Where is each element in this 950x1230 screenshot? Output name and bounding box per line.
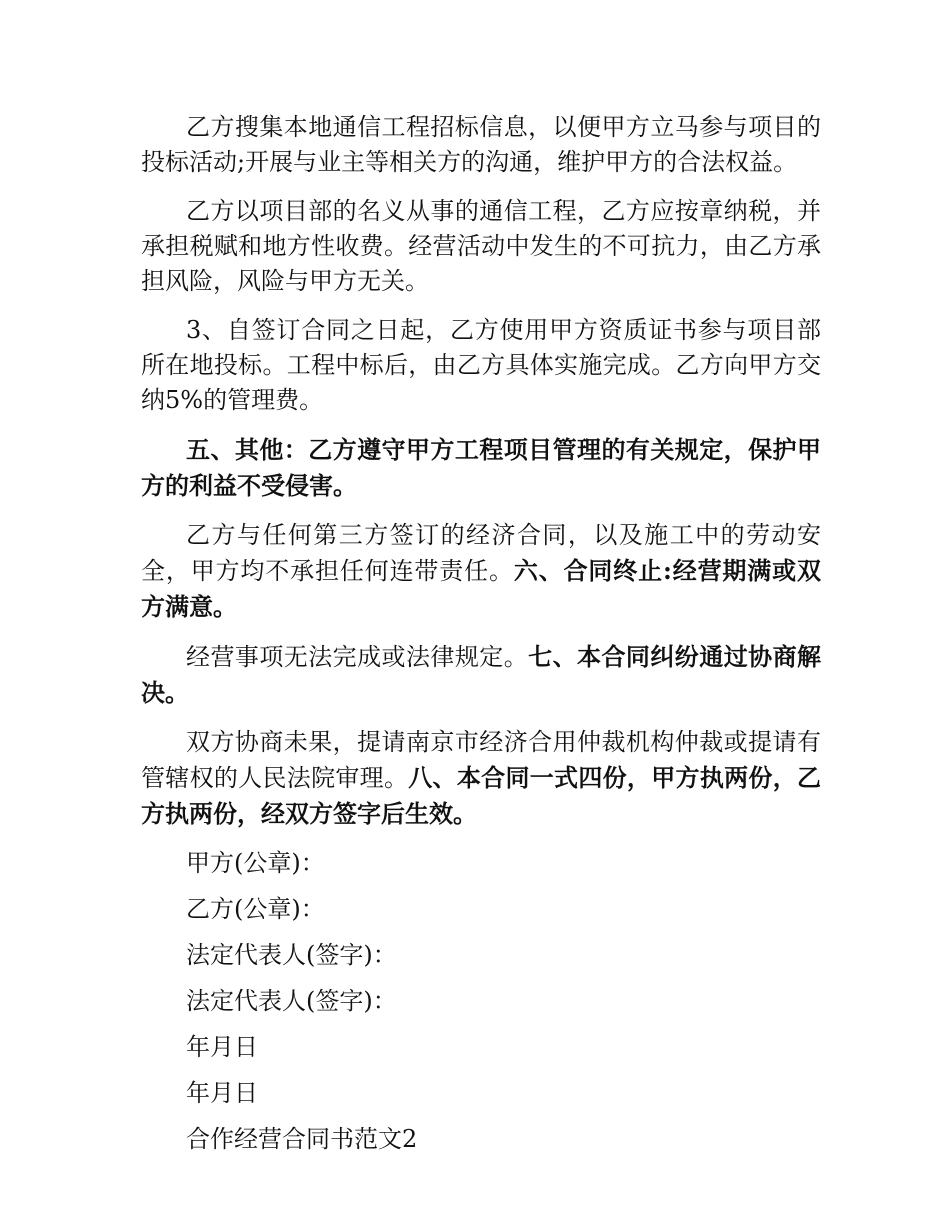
paragraph-arbitration-copies xyxy=(141,725,821,832)
signature-legal-rep-b: 法定代表人(签字)： xyxy=(186,987,397,1015)
paragraph-text: 双方协商未果，提请南京市经济合用仲裁机构仲裁或提请有管辖权的人民法院审理。 xyxy=(141,728,821,792)
paragraph-text: 3、自签订合同之日起，乙方使用甲方资质证书参与项目部所在地投标。工程中标后，由乙方具体实施完成。乙方向甲方交纳5%的管理费。 xyxy=(141,316,821,414)
signature-legal-rep-a: 法定代表人(签字)： xyxy=(186,941,397,969)
signature-party-b-seal: 乙方(公章)： xyxy=(186,895,325,923)
signature-date-b: 年月日 xyxy=(186,1079,258,1107)
paragraph-text: 乙方搜集本地通信工程招标信息，以便甲方立马参与项目的投标活动;开展与业主等相关方的沟通，维护甲方的合法权益。 xyxy=(141,113,821,176)
paragraph-tax-risk xyxy=(141,194,821,299)
signature-party-a-seal: 甲方(公章)： xyxy=(186,849,325,877)
paragraph-text: 经营事项无法完成或法律规定。 xyxy=(186,643,529,671)
next-document-title: 合作经营合同书范文2 xyxy=(186,1125,418,1153)
section-heading-copies: 八、本合同一式四份，甲方执两份，乙方执两份，经双方签字后生效。 xyxy=(141,763,822,828)
signature-date-a: 年月日 xyxy=(186,1033,258,1061)
paragraph-bidding-info xyxy=(141,110,821,180)
paragraph-text: 乙方与任何第三方签订的经济合同，以及施工中的劳动安全，甲方均不承担任何连带责任。 xyxy=(141,521,821,585)
paragraph-section-other xyxy=(141,432,821,504)
paragraph-liability-termination xyxy=(141,518,821,625)
paragraph-text: 乙方以项目部的名义从事的通信工程，乙方应按章纳税，并承担税赋和地方性收费。经营活动中发生的不可抗力，由乙方承担风险，风险与甲方无关。 xyxy=(141,197,821,295)
section-heading-other: 五、其他：乙方遵守甲方工程项目管理的有关规定，保护甲方的利益不受侵害。 xyxy=(141,435,821,500)
section-heading-disputes: 七、本合同纠纷通过协商解决。 xyxy=(141,642,822,707)
paragraph-disputes xyxy=(141,639,821,711)
section-heading-termination: 六、合同终止:经营期满或双方满意。 xyxy=(141,556,822,621)
document-body xyxy=(141,110,821,1168)
paragraph-management-fee xyxy=(141,313,821,418)
